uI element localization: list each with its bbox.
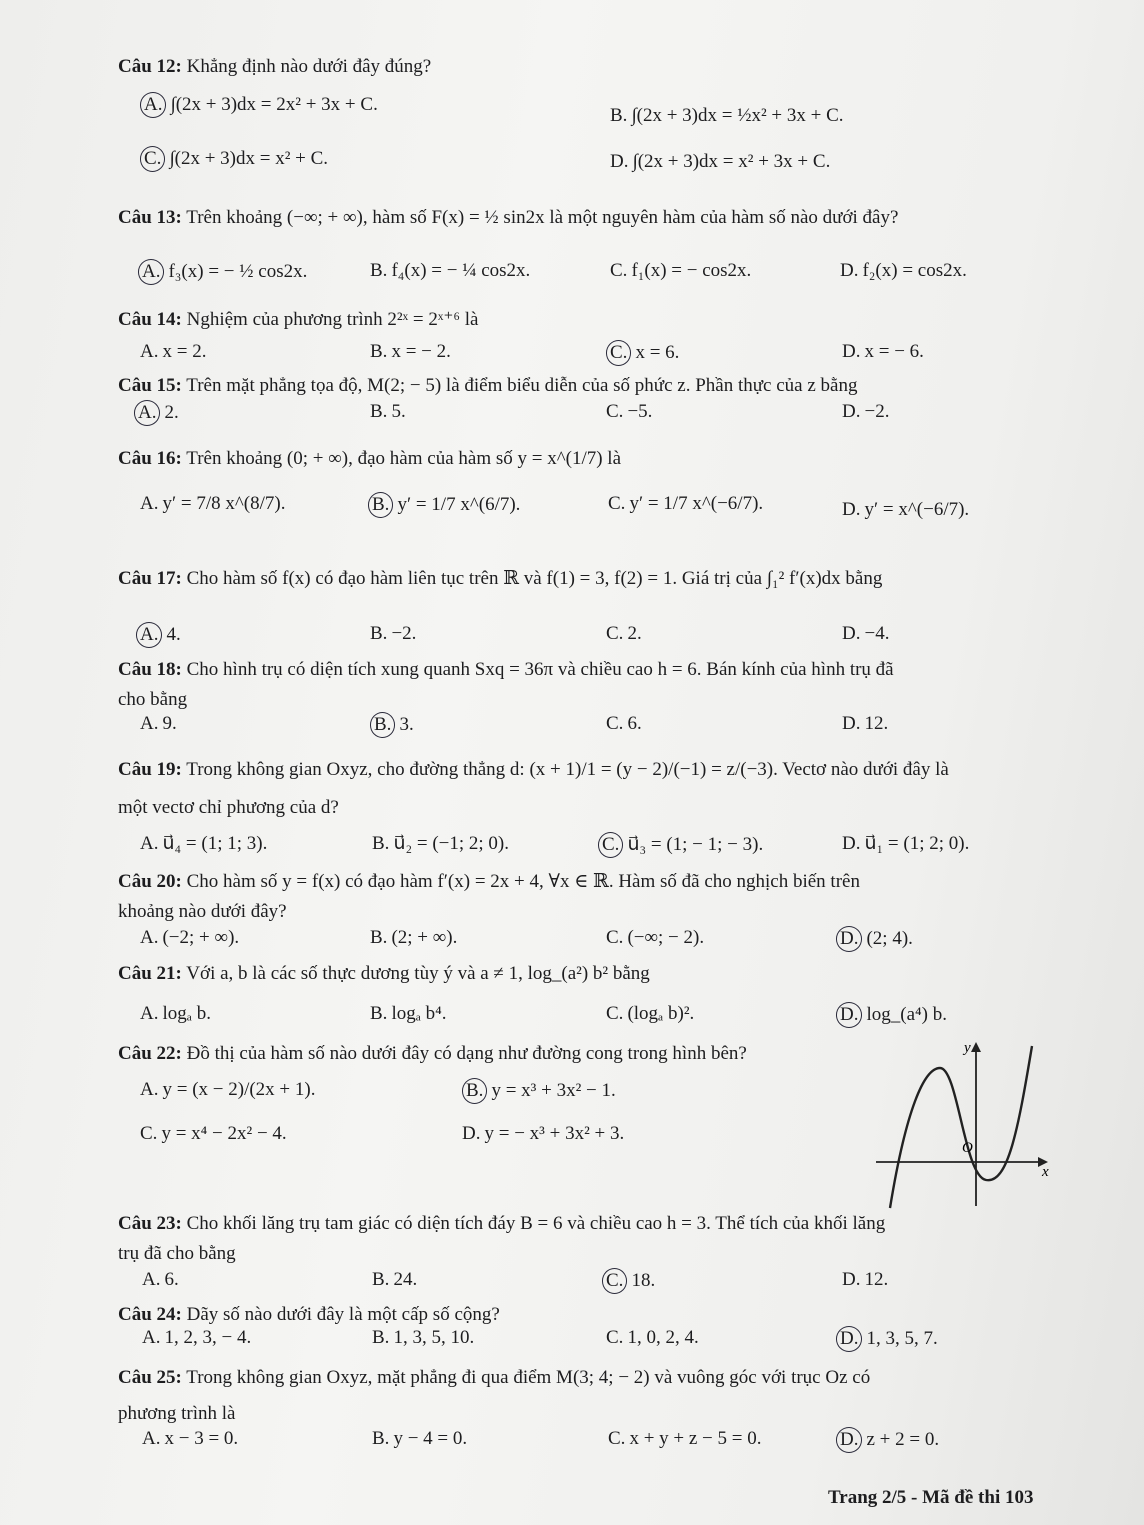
question-25: Câu 25: Trong không gian Oxyz, mặt phẳng đi qua điểm M(3; 4; − 2) và vuông góc với trục Oz có phương trình là [118,1367,871,1424]
option-19-d: D. u⃗₁ = (1; 2; 0). [842,833,970,854]
option-19-a: A. u⃗₄ = (1; 1; 3). [140,833,268,854]
question-17: Câu 17: Cho hàm số f(x) có đạo hàm liên tục trên ℝ và f(1) = 3, f(2) = 1. Giá trị của ∫₁² f′(x)dx bằng [118,568,883,589]
option-13-a: A. f₃(x) = − ½ cos2x. [138,259,307,285]
option-22-b: B. y = x³ + 3x² − 1. [462,1078,616,1104]
option-14-c: C. x = 6. [606,340,679,366]
option-23-c: C. 18. [602,1268,655,1294]
option-25-c: C. x + y + z − 5 = 0. [608,1428,762,1449]
question-18: Câu 18: Cho hình trụ có diện tích xung quanh Sxq = 36π và chiều cao h = 6. Bán kính của hình trụ đã cho bằng [118,659,894,710]
option-23-b: B. 24. [372,1269,418,1290]
question-19: Câu 19: Trong không gian Oxyz, cho đường thẳng d: (x + 1)/1 = (y − 2)/(−1) = z/(−3). Vectơ nào dưới đây là một vectơ chỉ phương của d? [118,759,949,818]
option-16-b: B. y′ = 1/7 x^(6/7). [368,492,520,518]
option-17-d: D. −4. [842,623,890,644]
option-13-b: B. f₄(x) = − ¼ cos2x. [370,260,531,281]
question-15: Câu 15: Trên mặt phẳng tọa độ, M(2; − 5) là điểm biểu diễn của số phức z. Phần thực của z bằng [118,375,858,396]
option-25-a: A. x − 3 = 0. [142,1428,239,1449]
option-20-b: B. (2; + ∞). [370,927,458,948]
question-text: Trên khoảng (−∞; + ∞), hàm số F(x) = ½ sin2x là một nguyên hàm của hàm số nào dưới đây? [186,207,899,228]
option-19-b: B. u⃗₂ = (−1; 2; 0). [372,833,509,854]
question-23: Câu 23: Cho khối lăng trụ tam giác có diện tích đáy B = 6 và chiều cao h = 3. Thể tích của khối lăng trụ đã cho bằng [118,1213,886,1264]
option-17-a: A. 4. [136,622,181,648]
option-21-a: A. logₐ b. [140,1003,211,1024]
curve [890,1046,1032,1208]
origin-label: O [962,1140,973,1156]
option-22-a: A. y = (x − 2)/(2x + 1). [140,1079,316,1100]
option-13-c: C. f₁(x) = − cos2x. [610,260,752,281]
question-22: Câu 22: Đồ thị của hàm số nào dưới đây có dạng như đường cong trong hình bên? [118,1043,747,1064]
option-21-c: C. (logₐ b)². [606,1003,695,1024]
option-17-c: C. 2. [606,623,642,644]
option-12-c: C. ∫(2x + 3)dx = x² + C. [140,146,328,172]
question-24: Câu 24: Dãy số nào dưới đây là một cấp số cộng? [118,1304,500,1325]
question-20: Câu 20: Cho hàm số y = f(x) có đạo hàm f′(x) = 2x + 4, ∀x ∈ ℝ. Hàm số đã cho nghịch biến trên khoảng nào dưới đây? [118,871,860,922]
question-21: Câu 21: Với a, b là các số thực dương tùy ý và a ≠ 1, log_(a²) b² bằng [118,963,650,984]
option-18-d: D. 12. [842,713,889,734]
option-12-b: B. ∫(2x + 3)dx = ½x² + 3x + C. [610,105,844,126]
question-14: Câu 14: Nghiệm của phương trình 2²ˣ = 2ˣ⁺⁶ là [118,309,479,330]
question-text: Khẳng định nào dưới đây đúng? [186,56,432,77]
option-16-d: D. y′ = x^(−6/7). [842,499,970,520]
y-axis-label: y [964,1040,971,1056]
option-18-b: B. 3. [370,712,414,738]
option-20-a: A. (−2; + ∞). [140,927,240,948]
option-25-b: B. y − 4 = 0. [372,1428,468,1449]
option-16-a: A. y′ = 7/8 x^(8/7). [140,493,286,514]
option-21-d: D. log_(a⁴) b. [836,1002,947,1028]
question-number: Câu 12: [118,56,182,77]
option-24-d: D. 1, 3, 5, 7. [836,1326,938,1352]
question-number: Câu 13: [118,207,182,228]
question-13 [118,206,1068,230]
option-12-a: A. ∫(2x + 3)dx = 2x² + 3x + C. [140,92,378,118]
option-15-d: D. −2. [842,401,890,422]
option-15-a: A. 2. [134,400,179,426]
option-21-b: B. logₐ b⁴. [370,1003,447,1024]
option-15-b: B. 5. [370,401,406,422]
cubic-graph [868,1040,1058,1210]
option-16-c: C. y′ = 1/7 x^(−6/7). [608,493,764,514]
option-22-d: D. y = − x³ + 3x² + 3. [462,1123,625,1144]
x-axis-label: x [1042,1164,1049,1180]
question-16: Câu 16: Trên khoảng (0; + ∞), đạo hàm của hàm số y = x^(1/7) là [118,448,622,469]
option-14-d: D. x = − 6. [842,341,924,362]
option-15-c: C. −5. [606,401,653,422]
option-22-c: C. y = x⁴ − 2x² − 4. [140,1123,287,1144]
option-14-b: B. x = − 2. [370,341,451,362]
option-23-a: A. 6. [142,1269,179,1290]
option-20-d: D. (2; 4). [836,926,913,952]
option-18-a: A. 9. [140,713,177,734]
option-24-b: B. 1, 3, 5, 10. [372,1327,475,1348]
option-17-b: B. −2. [370,623,417,644]
option-19-c: C. u⃗₃ = (1; − 1; − 3). [598,832,763,858]
option-18-c: C. 6. [606,713,642,734]
option-12-d: D. ∫(2x + 3)dx = x² + 3x + C. [610,151,831,172]
question-12 [118,55,1068,79]
option-23-d: D. 12. [842,1269,889,1290]
option-14-a: A. x = 2. [140,341,207,362]
option-13-d: D. f₂(x) = cos2x. [840,260,967,281]
option-24-a: A. 1, 2, 3, − 4. [142,1327,252,1348]
option-24-c: C. 1, 0, 2, 4. [606,1327,699,1348]
y-axis-arrow-icon [971,1042,981,1052]
page-footer: Trang 2/5 - Mã đề thi 103 [828,1487,1034,1508]
option-25-d: D. z + 2 = 0. [836,1427,939,1453]
option-20-c: C. (−∞; − 2). [606,927,705,948]
